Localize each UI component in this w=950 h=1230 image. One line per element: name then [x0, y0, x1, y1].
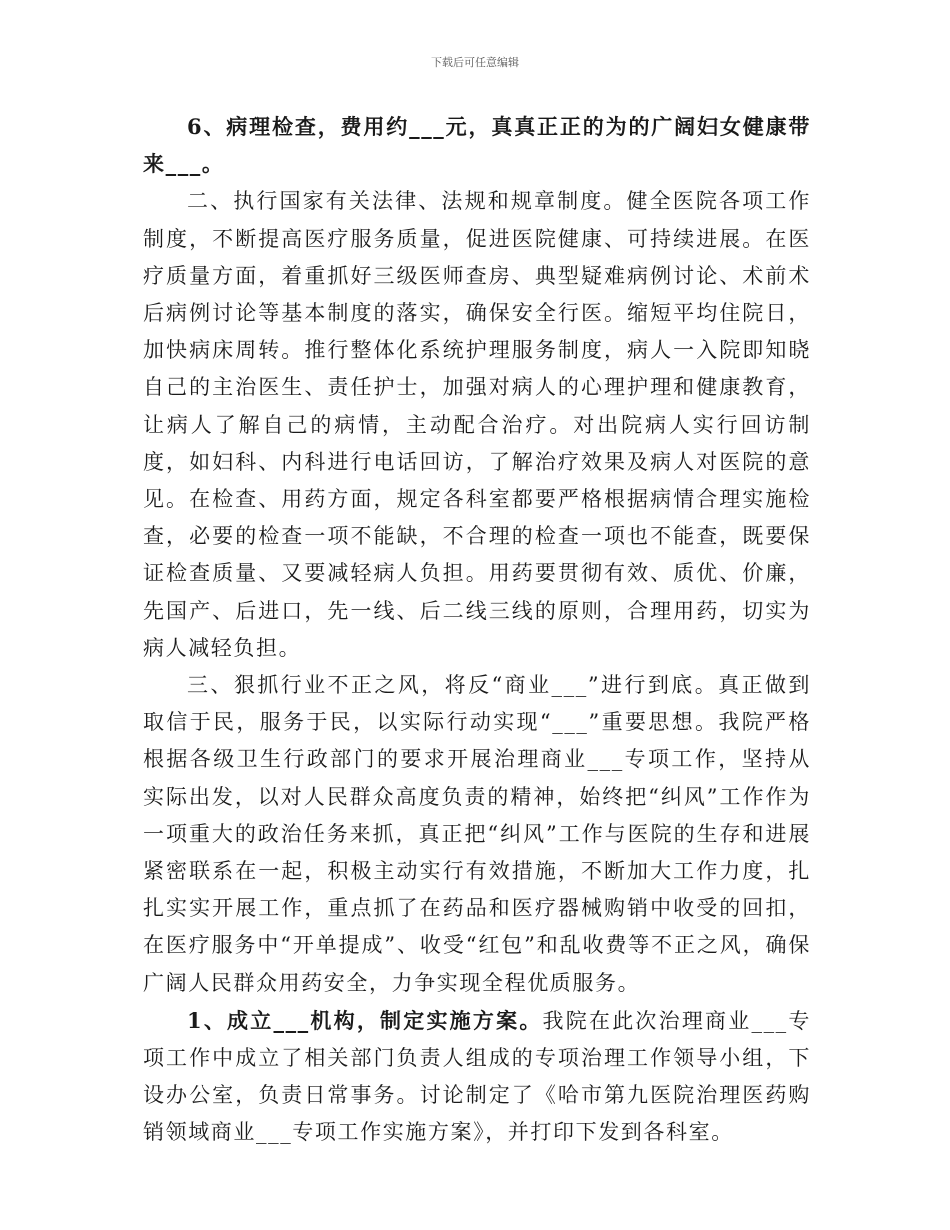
- document-body: [143, 108, 811, 1152]
- paragraph-item-1: [143, 1002, 811, 1152]
- paragraph-text: 我院在此次治理商业___专项工作中成立了相关部门负责人组成的专项治理工作领导小组，下设办公室，负责日常事务。讨论制定了《哈市第九医院治理医药购销领域商业___专项工作实施方案》，并打印下发到各科室。: [143, 1008, 811, 1145]
- paragraph-text: 二、执行国家有关法律、法规和规章制度。健全医院各项工作制度，不断提高医疗服务质量，促进医院健康、可持续进展。在医疗质量方面，着重抓好三级医师查房、典型疑难病例讨论、术前术后病例讨论等基本制度的落实，确保安全行医。缩短平均住院日，加快病床周转。推行整体化系统护理服务制度，病人一入院即知晓自己的主治医生、责任护士，加强对病人的心理护理和健康教育，让病人了解自己的病情，主动配合治疗。对出院病人实行回访制度，如妇科、内科进行电话回访，了解治疗效果及病人对医院的意见。在检查、用药方面，规定各科室都要严格根据病情合理实施检查，必要的检查一项不能缺，不合理的检查一项也不能查，既要保证检查质量、又要减轻病人负担。用药要贯彻有效、质优、价廉，先国产、后进口，先一线、后二线三线的原则，合理用药，切实为病人减轻负担。: [143, 189, 811, 660]
- paragraph-heading: 1、成立___机构，制定实施方案。: [187, 1007, 543, 1033]
- paragraph-section-3: [143, 667, 811, 1002]
- page-header-note: 下载后可任意编辑: [431, 56, 519, 69]
- paragraph-item-6: [143, 108, 811, 182]
- paragraph-text: 三、狠抓行业不正之风，将反“商业___”进行到底。真正做到取信于民，服务于民，以实际行动实现“___”重要思想。我院严格根据各级卫生行政部门的要求开展治理商业___专项工作，坚持从实际出发，以对人民群众高度负责的精神，始终把“纠风”工作作为一项重大的政治任务来抓，真正把“纠风”工作与医院的生存和进展紧密联系在一起，积极主动实行有效措施，不断加大工作力度，扎扎实实开展工作，重点抓了在药品和医疗器械购销中收受的回扣，在医疗服务中“开单提成”、收受“红包”和乱收费等不正之风，确保广阔人民群众用药安全，力争实现全程优质服务。: [143, 673, 811, 995]
- paragraph-section-2: [143, 183, 811, 667]
- paragraph-heading: 6、病理检查，费用约___元，真真正正的为的广阔妇女健康带来___。: [143, 114, 811, 177]
